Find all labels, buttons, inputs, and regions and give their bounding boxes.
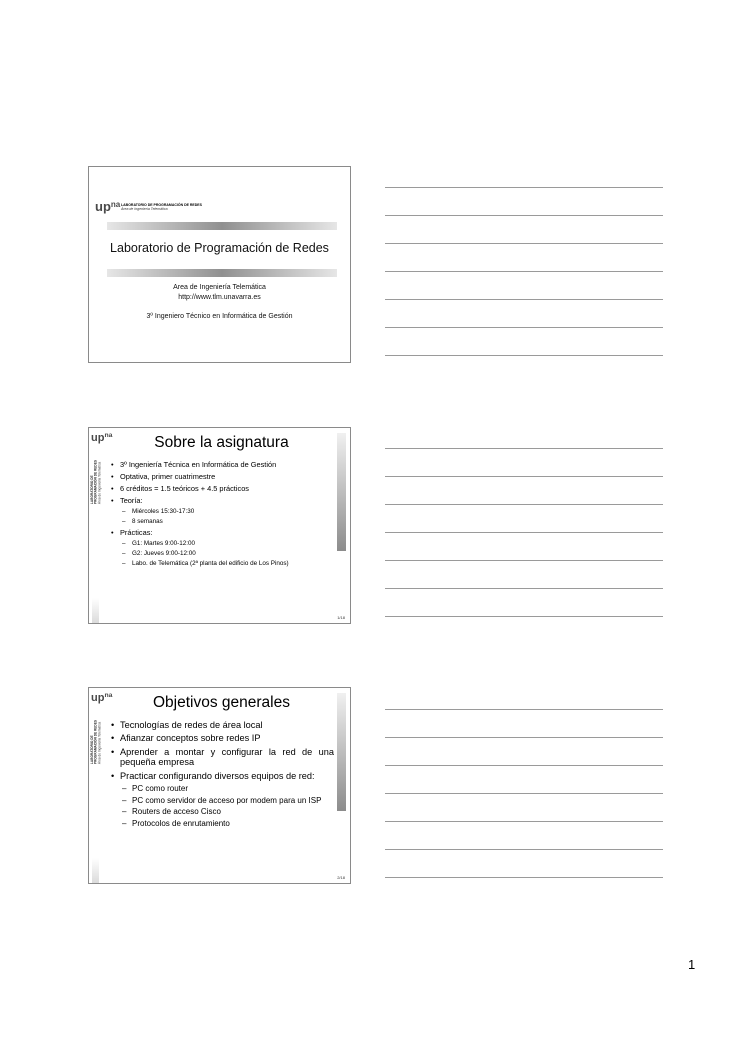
side-line-1: LABORATORIO DE [90,475,94,505]
note-line [385,476,663,477]
right-gradient-bar [337,433,346,551]
gradient-bar-top [107,222,337,230]
slide-title: Objetivos generales [153,694,290,711]
note-line [385,709,663,710]
logo-up-text: up [91,432,105,444]
left-gradient-bar [92,858,99,884]
slide-title: Sobre la asignatura [154,434,289,451]
bullet-list [109,720,334,830]
header-line-1: LABORATORIO DE PROGRAMACIÓN DE REDES [121,203,202,207]
logo-up-text: up [91,692,105,704]
side-line-2: PROGRAMACIÓN DE REDES [93,460,98,505]
header-line-2: Área de Ingeniería Telemática [121,207,168,212]
note-line [385,765,663,766]
sub-bullet-item: – PC como router [109,784,334,794]
logo-up-text: up [95,199,111,214]
page-number: 1 [688,957,696,972]
bullet-item: • Teoría: [109,496,334,505]
bullet-item: • 6 créditos = 1.5 teóricos + 4.5 prácticos [109,484,334,493]
side-line-3: Área de Ingeniería Telemática [97,461,102,505]
bullet-item: • Practicar configurando diversos equipos de red: [109,771,334,782]
note-line [385,849,663,850]
slide-page-number: 1/18 [337,615,345,620]
sub-bullet-item: – Miércoles 15:30-17:30 [109,508,334,517]
note-line [385,504,663,505]
bullet-item: • Prácticas: [109,528,334,537]
sub-bullet-item: – Routers de acceso Cisco [109,807,334,817]
note-line [385,588,663,589]
slide-1-thumbnail [88,166,351,363]
note-line [385,616,663,617]
slide-page-number: 2/18 [337,875,345,880]
note-line [385,327,663,328]
note-line [385,215,663,216]
subtitle-url: http://www.tlm.unavarra.es [178,294,261,301]
note-line [385,355,663,356]
notes-area-1 [385,187,663,383]
slide-header [121,203,202,212]
side-line-3: Área de Ingeniería Telemática [97,721,102,765]
note-line [385,299,663,300]
note-line [385,448,663,449]
logo-na-text: na [110,199,121,209]
bullet-list [109,460,334,570]
slide-3-thumbnail [88,687,351,884]
gradient-bar-bottom [107,269,337,277]
side-line-1: LABORATORIO DE [90,735,94,765]
notes-area-2 [385,448,663,644]
bullet-item: • Optativa, primer cuatrimestre [109,472,334,481]
sub-bullet-item: – G1: Martes 9:00-12:00 [109,540,334,549]
subtitle-department: Area de Ingeniería Telemática [173,284,266,291]
sub-bullet-item: – G2: Jueves 9:00-12:00 [109,550,334,559]
vertical-header [91,720,102,764]
sub-bullet-item: – 8 semanas [109,518,334,527]
logo-na-text: na [104,432,113,440]
side-line-2: PROGRAMACIÓN DE REDES [93,720,98,765]
note-line [385,271,663,272]
upna-logo [95,199,120,214]
bullet-item: • Tecnologías de redes de área local [109,720,334,731]
bullet-item: • Afianzar conceptos sobre redes IP [109,733,334,744]
slide-title: Laboratorio de Programación de Redes [110,241,329,255]
note-line [385,737,663,738]
note-line [385,532,663,533]
note-line [385,187,663,188]
note-line [385,560,663,561]
sub-bullet-item: – Protocolos de enrutamiento [109,819,334,829]
right-gradient-bar [337,693,346,811]
vertical-header [91,460,102,504]
note-line [385,877,663,878]
note-line [385,793,663,794]
slide-2-thumbnail [88,427,351,624]
subtitle-course: 3º Ingeniero Técnico en Informática de Gestión [146,313,293,320]
note-line [385,243,663,244]
logo-na-text: na [104,692,113,700]
sub-bullet-item: – Labo. de Telemática (2ª planta del edificio de Los Pinos) [109,560,334,569]
sub-bullet-item: – PC como servidor de acceso por modem para un ISP [109,796,334,806]
left-gradient-bar [92,598,99,624]
bullet-item: • 3º Ingeniería Técnica en Informática de Gestión [109,460,334,469]
note-line [385,821,663,822]
bullet-item: • Aprender a montar y configurar la red de una pequeña empresa [109,747,334,769]
notes-area-3 [385,709,663,905]
